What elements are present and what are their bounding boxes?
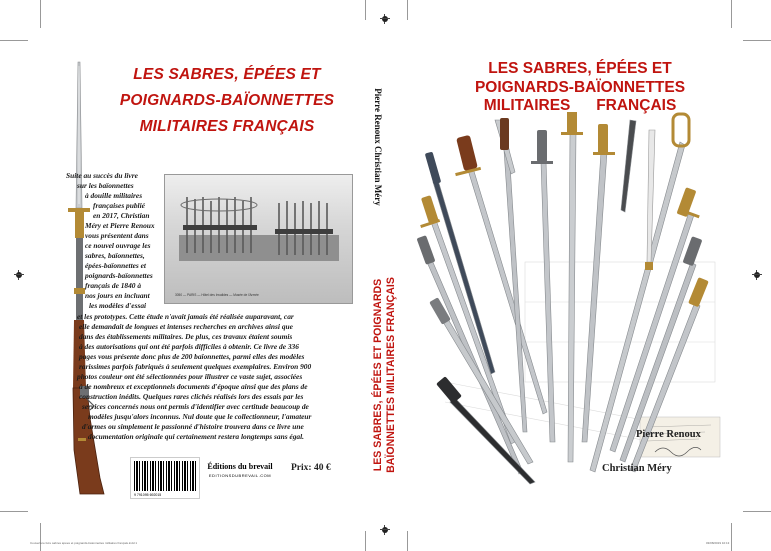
- publisher-block: [205, 462, 275, 478]
- price-label: Prix: 40 €: [291, 463, 331, 473]
- museum-photograph: [164, 174, 353, 304]
- registration-mark-bottom: [380, 525, 390, 535]
- text-line: à de nombreux et exceptionnels documents d'époque ainsi que des plans de: [79, 382, 308, 391]
- front-cover-title: [420, 60, 740, 116]
- isbn-barcode: [130, 457, 200, 499]
- text-line: Suite au succès du livre: [66, 171, 138, 180]
- front-title-line: POIGNARDS-BAÏONNETTES: [474, 78, 686, 96]
- text-line: épées-baïonnettes et: [85, 261, 146, 270]
- front-title-line: LES SABRES, ÉPÉES ET: [488, 60, 672, 77]
- text-line: elle demandait de longues et intenses recherches en archives ainsi que: [79, 322, 293, 331]
- text-line: vous présentent dans: [85, 231, 149, 240]
- crop-mark: [743, 511, 771, 512]
- spine-authors: [368, 64, 388, 229]
- spine-fold-mark: [365, 531, 366, 551]
- front-author-1: Pierre Renoux: [636, 429, 701, 440]
- spine-title-line: BAÏONNETTES MILITAIRES FRANÇAIS: [385, 277, 397, 473]
- text-line: nos jours en incluant: [85, 291, 150, 300]
- back-title-line: LES SABRES, ÉPÉES ET: [133, 66, 321, 83]
- text-line: françaises publié: [93, 201, 145, 210]
- text-line: dans des établissements militaires. De plus, ces travaux étaient soumis: [79, 332, 293, 341]
- front-title-line: MILITAIRES FRANÇAIS: [483, 97, 677, 114]
- text-line: en 2017, Christian: [93, 211, 150, 220]
- barcode-number: 9 791095 692015: [134, 493, 162, 497]
- text-line: et les prototypes. Cette étude n'avait jamais été réalisée auparavant, car: [77, 312, 294, 321]
- text-line: documentation originale qui certainement restera longtemps sans égal.: [88, 432, 304, 441]
- publisher-url: EDITIONSDUBREVAIL.COM: [208, 473, 272, 478]
- text-line: modèles jusqu'alors inconnus. Nul doute que le collectionneur, l'amateur: [88, 412, 312, 421]
- crop-mark: [40, 0, 41, 28]
- registration-mark-right: [752, 270, 762, 280]
- spine-fold-mark: [407, 531, 408, 551]
- text-line: photos couleur ont été sélectionnées pour illustrer ce vaste sujet, associées: [77, 372, 303, 381]
- photo-caption: 3050 — PARIS — Hôtel des Invalides — Musée de l'Armée: [175, 293, 259, 297]
- text-line: sabres, baïonnettes,: [85, 251, 145, 260]
- crop-mark: [743, 40, 771, 41]
- spine-fold-mark: [365, 0, 366, 20]
- text-line: ce nouvel ouvrage les: [85, 241, 151, 250]
- spine-title-line: LES SABRES, ÉPÉES ET POIGNARDS: [372, 278, 384, 472]
- crop-mark: [731, 0, 732, 28]
- text-line: d'armes ou simplement le passionné d'histoire trouvera dans ce livre une: [82, 422, 304, 431]
- crop-mark: [731, 523, 732, 551]
- text-line: construction inédits. Quelques rares clichés réalisés lors des essais par les: [79, 392, 304, 401]
- registration-mark-top: [380, 14, 390, 24]
- crop-mark: [40, 523, 41, 551]
- text-line: français de 1840 à: [85, 281, 142, 290]
- back-cover-title: [92, 62, 362, 140]
- spine-title: [363, 255, 407, 495]
- slug-date: 03/08/2019 10:13: [706, 541, 730, 545]
- text-line: à douille militaires: [85, 191, 143, 200]
- crop-mark: [0, 511, 28, 512]
- text-line: services concernés nous ont permis d'identifier avec certitude beaucoup de: [82, 402, 309, 411]
- text-line: Méry et Pierre Renoux: [85, 221, 155, 230]
- back-title-line: POIGNARDS-BAÏONNETTES: [119, 92, 335, 109]
- spine-fold-mark: [407, 0, 408, 20]
- crop-mark: [0, 40, 28, 41]
- spine-authors-text: Pierre Renoux Christian Méry: [373, 87, 383, 206]
- registration-mark-left: [14, 270, 24, 280]
- back-title-line: MILITAIRES FRANÇAIS: [139, 118, 315, 135]
- front-author-2: Christian Méry: [602, 463, 672, 474]
- slug-file-name: Couverture livre sabres épées et poignards-baïonnettes militaires français.indd 1: [30, 541, 138, 545]
- publisher-name: Éditions du brevail: [207, 462, 273, 471]
- text-line: pages vous présente donc plus de 200 baïonnettes, parmi elles des modèles: [79, 352, 305, 361]
- text-line: à des autorisations qui ont été parfois difficiles à obtenir. Ce livre de 336: [79, 342, 299, 351]
- text-line: poignards-baïonnettes: [85, 271, 153, 280]
- text-line: rarissimes parfois fabriqués à seulement quelques exemplaires. Environ 900: [79, 362, 312, 371]
- text-line: les modèles d'essai: [89, 301, 147, 310]
- text-line: sur les baïonnettes: [77, 181, 134, 190]
